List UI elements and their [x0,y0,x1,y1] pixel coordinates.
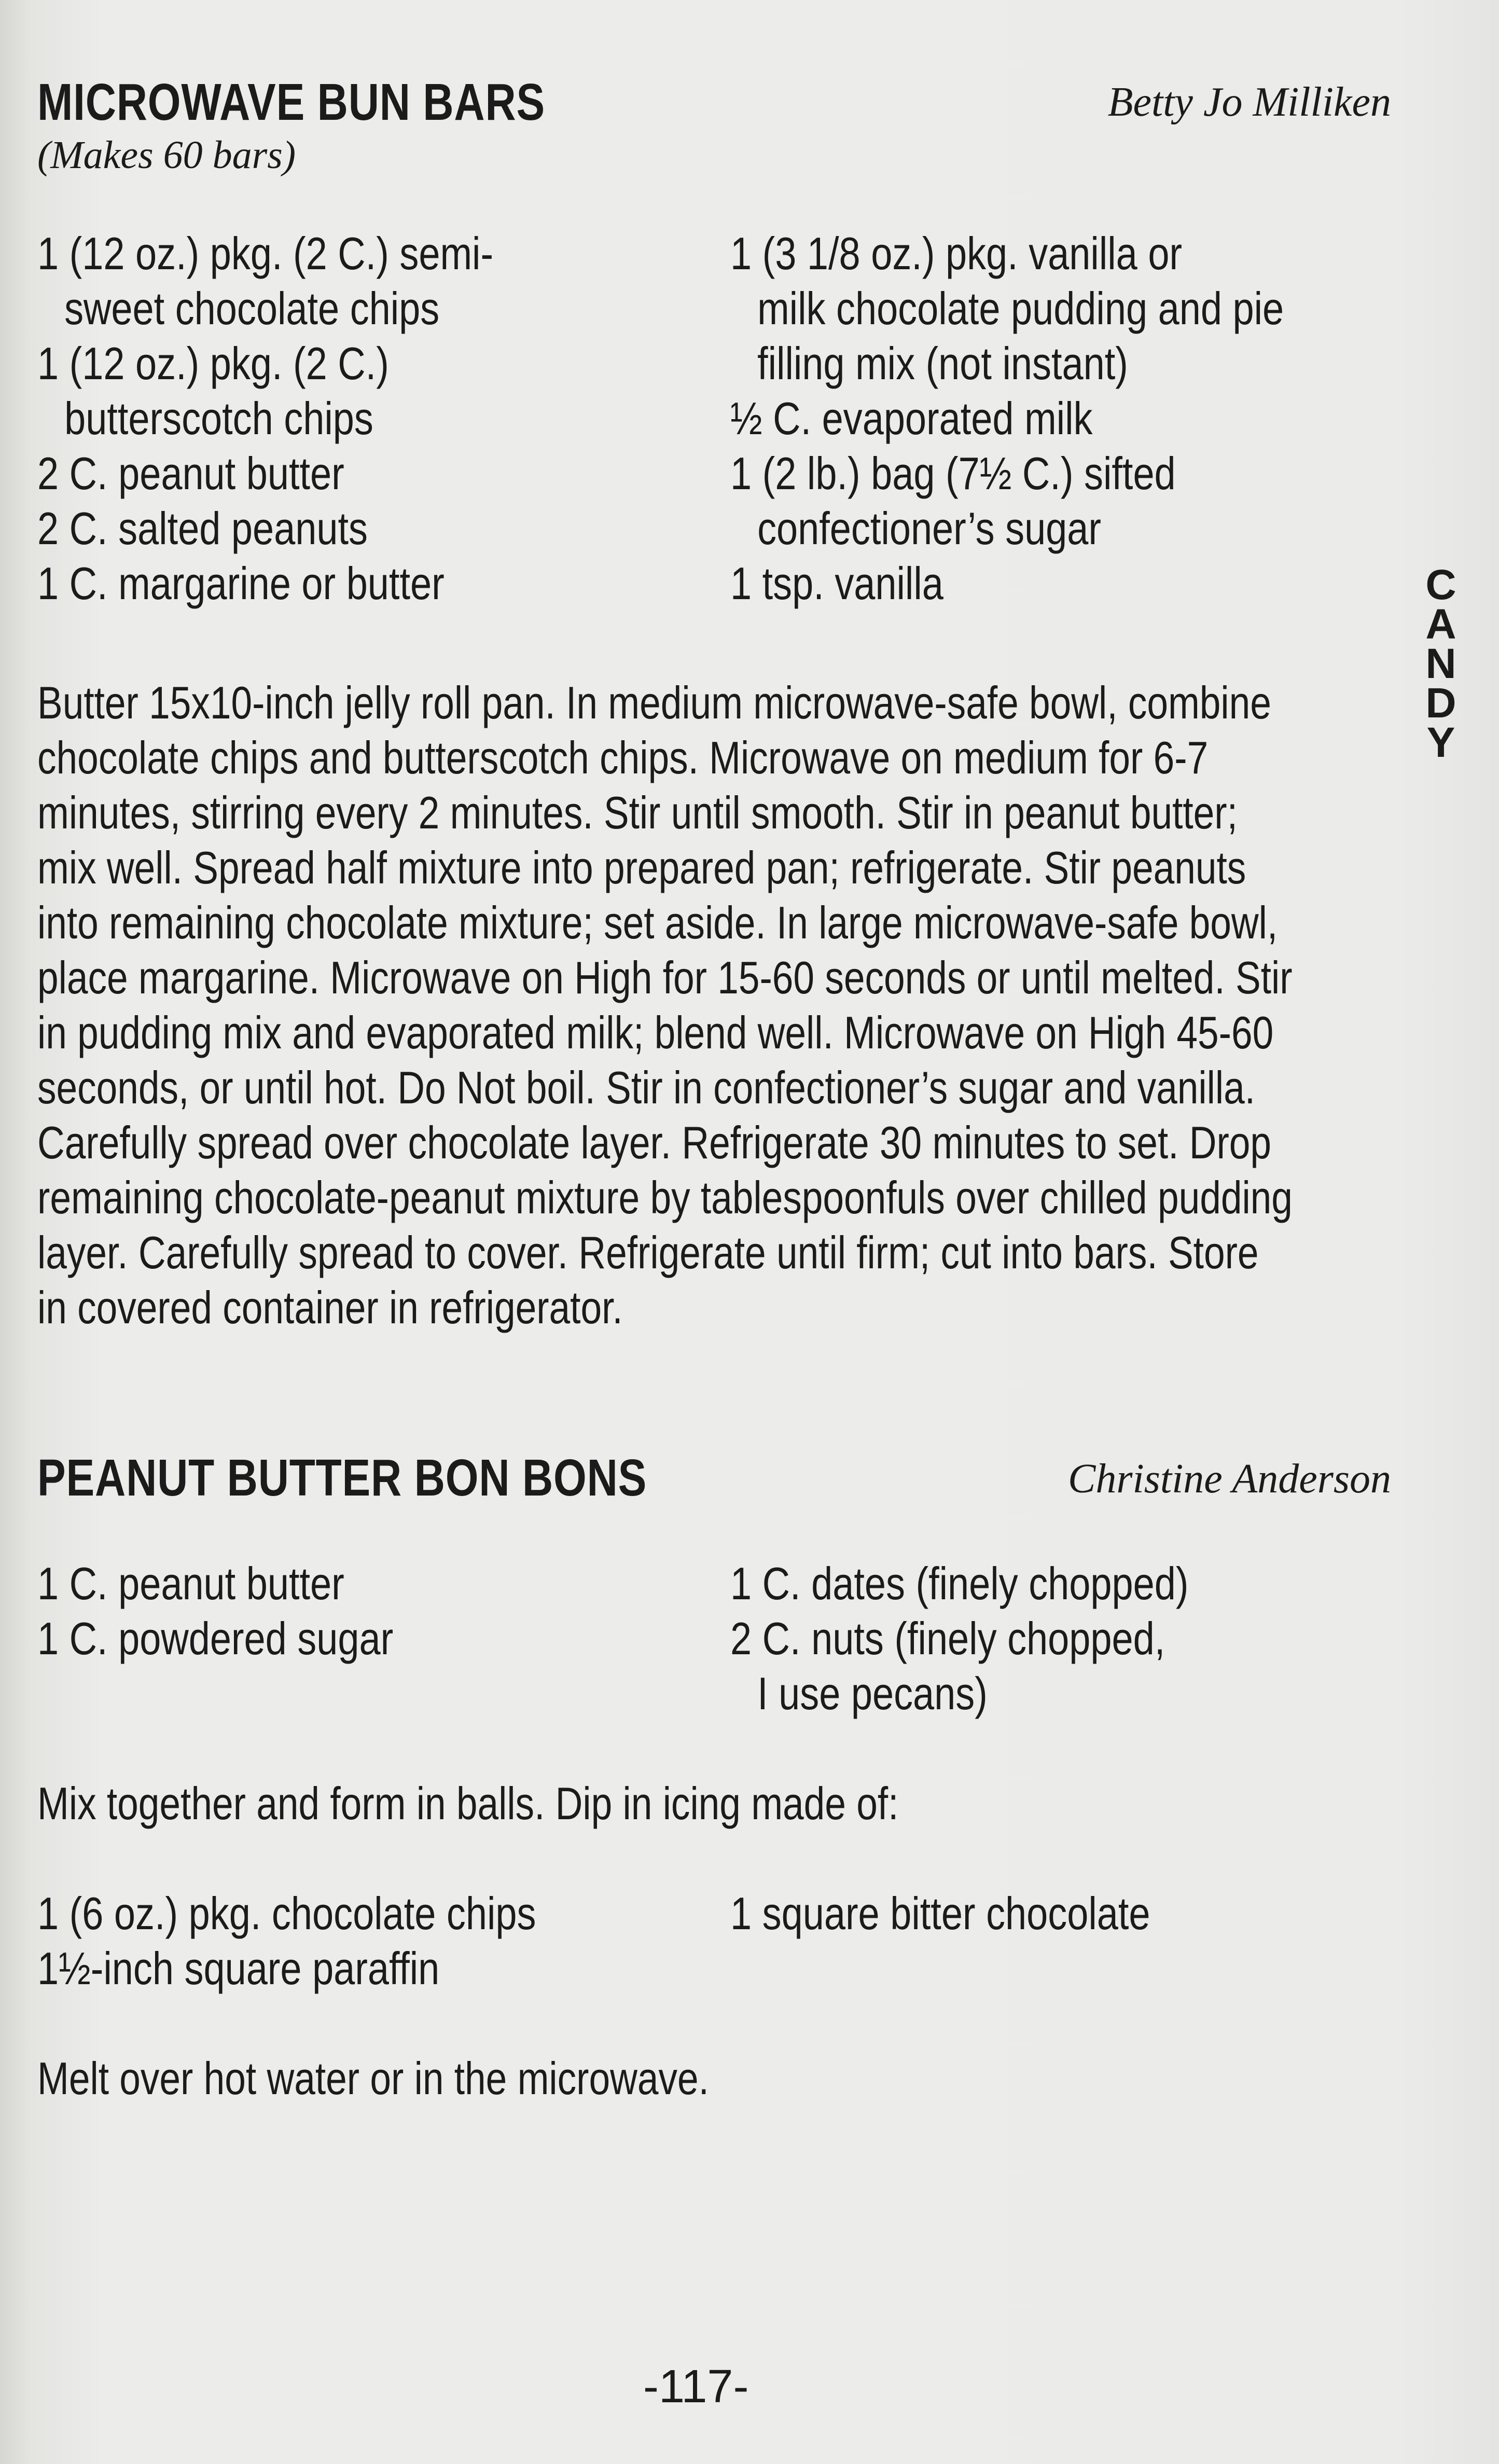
direction-line: place margarine. Microwave on High for 15-60 seconds or until melted. Stir [37,952,1293,1003]
direction-line: mix well. Spread half mixture into prepared pan; refrigerate. Stir peanuts [37,842,1246,893]
ingredients-right-column [730,1556,1276,1721]
icing-left-column [37,1886,631,1996]
direction-line: layer. Carefully spread to cover. Refrigerate until firm; cut into bars. Store [37,1227,1259,1278]
recipe-directions [37,675,1499,1335]
direction-line: Butter 15x10-inch jelly roll pan. In medium microwave-safe bowl, combine [37,677,1271,728]
direction-line: in pudding mix and evaporated milk; blend well. Microwave on High 45-60 [37,1007,1274,1058]
ingredients-left-column [37,226,580,611]
recipe-author: Betty Jo Milliken [1107,79,1391,125]
ingredient-line: 1 (2 lb.) bag (7½ C.) sifted [730,448,1176,499]
ingredient-line: butterscotch chips [64,393,373,444]
ingredient-line: confectioner’s sugar [757,503,1102,554]
direction-line: Carefully spread over chocolate layer. Refrigerate 30 minutes to set. Drop [37,1117,1272,1168]
ingredient-line: 1½-inch square paraffin [37,1943,440,1994]
direction-line: into remaining chocolate mixture; set aside. In large microwave-safe bowl, [37,897,1278,948]
ingredients-right-column [730,226,1389,611]
direction-line: remaining chocolate-peanut mixture by tablespoonfuls over chilled pudding [37,1172,1293,1223]
ingredient-line: 1 square bitter chocolate [730,1888,1150,1939]
recipe-author: Christine Anderson [1067,1456,1391,1502]
direction-line: in covered container in refrigerator. [37,1282,623,1333]
direction-line: seconds, or until hot. Do Not boil. Stir in confectioner’s sugar and vanilla. [37,1062,1256,1113]
direction-line: Melt over hot water or in the microwave. [37,2053,709,2104]
ingredient-line: 1 C. margarine or butter [37,558,445,609]
direction-line: chocolate chips and butterscotch chips. Microwave on medium for 6-7 [37,732,1209,783]
ingredient-line: 1 (6 oz.) pkg. chocolate chips [37,1888,536,1939]
tab-letter: A [1425,601,1456,648]
ingredient-line: 1 (3 1/8 oz.) pkg. vanilla or [730,228,1183,279]
ingredient-line: 2 C. nuts (finely chopped, [730,1613,1165,1664]
tab-letter: Y [1426,719,1455,766]
ingredient-line: 2 C. salted peanuts [37,503,368,554]
ingredient-line: ½ C. evaporated milk [730,393,1093,444]
recipe-title-microwave-bun-bars: MICROWAVE BUN BARS [37,73,546,131]
ingredient-line: 1 tsp. vanilla [730,558,943,609]
ingredients-left-column [37,1556,461,1666]
recipe-step [37,2051,846,2106]
direction-line: minutes, stirring every 2 minutes. Stir until smooth. Stir in peanut butter; [37,787,1238,838]
recipe-yield: (Makes 60 bars) [37,133,296,177]
ingredient-line: 1 C. peanut butter [37,1558,344,1609]
tab-letter: N [1425,640,1456,687]
ingredient-line: 1 C. powdered sugar [37,1613,394,1664]
recipe-step [37,1776,1075,1831]
ingredient-line: 1 C. dates (finely chopped) [730,1558,1189,1609]
ingredient-line: milk chocolate pudding and pie [757,283,1284,334]
ingredient-line: 2 C. peanut butter [37,448,344,499]
tab-letter: C [1425,561,1456,608]
tab-letter: D [1425,680,1456,727]
ingredient-line: 1 (12 oz.) pkg. (2 C.) semi- [37,228,494,279]
ingredient-line: filling mix (not instant) [757,338,1128,389]
ingredient-line: sweet chocolate chips [64,283,440,334]
ingredient-line: I use pecans) [757,1668,988,1719]
direction-line: Mix together and form in balls. Dip in icing made of: [37,1778,899,1829]
page-number: -117- [643,2361,749,2413]
recipe-title-peanut-butter-bon-bons: PEANUT BUTTER BON BONS [37,1449,647,1507]
ingredient-line: 1 (12 oz.) pkg. (2 C.) [37,338,389,389]
section-tab-candy [1420,561,1462,766]
icing-right-column [730,1886,1230,1941]
